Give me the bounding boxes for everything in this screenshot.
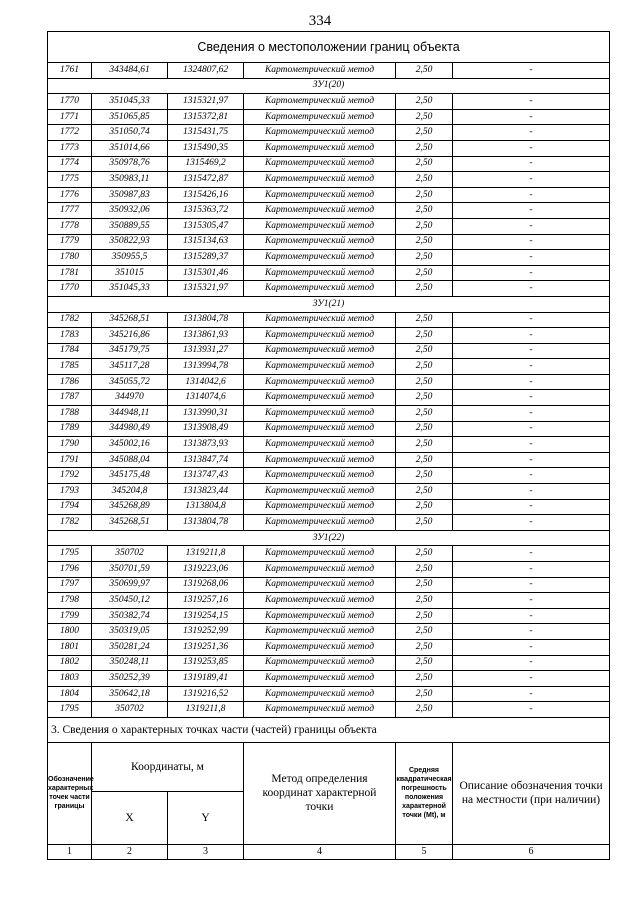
point-number-cell: 1784	[48, 343, 92, 359]
point-number-cell: 1788	[48, 406, 92, 422]
x-coordinate-cell: 345117,28	[92, 359, 168, 375]
table-row	[48, 593, 610, 609]
header-description: Описание обозначения точки на местности (при наличии)	[453, 742, 610, 844]
column-number: 3	[168, 844, 244, 859]
x-coordinate-cell: 344948,11	[92, 406, 168, 422]
point-number-cell: 1785	[48, 359, 92, 375]
x-coordinate-cell: 350987,83	[92, 187, 168, 203]
point-number-cell: 1796	[48, 562, 92, 578]
y-coordinate-cell: 1319211,8	[168, 546, 244, 562]
boundary-table	[47, 31, 610, 860]
y-coordinate-cell: 1313994,78	[168, 359, 244, 375]
method-cell: Картометрический метод	[244, 218, 396, 234]
table-row	[48, 499, 610, 515]
y-coordinate-cell: 1319268,06	[168, 577, 244, 593]
point-number-cell: 1800	[48, 624, 92, 640]
method-cell: Картометрический метод	[244, 437, 396, 453]
description-cell: -	[453, 109, 610, 125]
method-cell: Картометрический метод	[244, 421, 396, 437]
point-number-cell: 1771	[48, 109, 92, 125]
method-cell: Картометрический метод	[244, 250, 396, 266]
point-number-cell: 1798	[48, 593, 92, 609]
description-cell: -	[453, 655, 610, 671]
method-cell: Картометрический метод	[244, 562, 396, 578]
accuracy-cell: 2,50	[396, 421, 453, 437]
point-number-cell: 1777	[48, 203, 92, 219]
description-cell: -	[453, 281, 610, 297]
point-number-cell: 1790	[48, 437, 92, 453]
x-coordinate-cell: 350252,39	[92, 671, 168, 687]
method-cell: Картометрический метод	[244, 515, 396, 531]
description-cell: -	[453, 187, 610, 203]
point-number-cell: 1779	[48, 234, 92, 250]
table-row	[48, 234, 610, 250]
y-coordinate-cell: 1313823,44	[168, 484, 244, 500]
method-cell: Картометрический метод	[244, 468, 396, 484]
point-number-cell: 1803	[48, 671, 92, 687]
point-number-cell: 1780	[48, 250, 92, 266]
description-cell: -	[453, 406, 610, 422]
table-row	[48, 172, 610, 188]
method-cell: Картометрический метод	[244, 328, 396, 344]
point-number-cell: 1778	[48, 218, 92, 234]
method-cell: Картометрический метод	[244, 374, 396, 390]
method-cell: Картометрический метод	[244, 655, 396, 671]
table-row	[48, 250, 610, 266]
description-cell: -	[453, 218, 610, 234]
y-coordinate-cell: 1315426,16	[168, 187, 244, 203]
description-cell: -	[453, 671, 610, 687]
method-cell: Картометрический метод	[244, 406, 396, 422]
point-number-cell: 1761	[48, 63, 92, 79]
y-coordinate-cell: 1313804,78	[168, 312, 244, 328]
accuracy-cell: 2,50	[396, 328, 453, 344]
table-row	[48, 577, 610, 593]
description-cell: -	[453, 686, 610, 702]
description-cell: -	[453, 702, 610, 718]
table-row	[48, 484, 610, 500]
accuracy-cell: 2,50	[396, 608, 453, 624]
y-coordinate-cell: 1315372,81	[168, 109, 244, 125]
group-header-row	[48, 530, 610, 546]
point-number-cell: 1804	[48, 686, 92, 702]
group-label: ЗУ1(22)	[48, 530, 610, 546]
accuracy-cell: 2,50	[396, 125, 453, 141]
accuracy-cell: 2,50	[396, 499, 453, 515]
page-number: 334	[308, 13, 332, 29]
table-row	[48, 328, 610, 344]
accuracy-cell: 2,50	[396, 250, 453, 266]
method-cell: Картометрический метод	[244, 203, 396, 219]
y-coordinate-cell: 1315321,97	[168, 281, 244, 297]
method-cell: Картометрический метод	[244, 343, 396, 359]
accuracy-cell: 2,50	[396, 686, 453, 702]
table-row	[48, 265, 610, 281]
x-coordinate-cell: 350889,55	[92, 218, 168, 234]
method-cell: Картометрический метод	[244, 312, 396, 328]
table-row	[48, 671, 610, 687]
accuracy-cell: 2,50	[396, 390, 453, 406]
accuracy-cell: 2,50	[396, 562, 453, 578]
table-row	[48, 281, 610, 297]
description-cell: -	[453, 172, 610, 188]
method-cell: Картометрический метод	[244, 452, 396, 468]
table-row	[48, 468, 610, 484]
table-row	[48, 437, 610, 453]
description-cell: -	[453, 577, 610, 593]
accuracy-cell: 2,50	[396, 343, 453, 359]
accuracy-cell: 2,50	[396, 655, 453, 671]
y-coordinate-cell: 1319216,52	[168, 686, 244, 702]
y-coordinate-cell: 1314042,6	[168, 374, 244, 390]
point-number-cell: 1801	[48, 639, 92, 655]
point-number-cell: 1772	[48, 125, 92, 141]
header-method: Метод определения координат характерной точки	[244, 742, 396, 844]
description-cell: -	[453, 390, 610, 406]
table-row	[48, 608, 610, 624]
x-coordinate-cell: 345268,51	[92, 312, 168, 328]
point-number-cell: 1782	[48, 515, 92, 531]
point-number-cell: 1776	[48, 187, 92, 203]
y-coordinate-cell: 1315490,35	[168, 140, 244, 156]
point-number-cell: 1792	[48, 468, 92, 484]
method-cell: Картометрический метод	[244, 187, 396, 203]
accuracy-cell: 2,50	[396, 468, 453, 484]
column-number: 1	[48, 844, 92, 859]
y-coordinate-cell: 1313804,8	[168, 499, 244, 515]
x-coordinate-cell: 351014,66	[92, 140, 168, 156]
accuracy-cell: 2,50	[396, 203, 453, 219]
accuracy-cell: 2,50	[396, 172, 453, 188]
description-cell: -	[453, 624, 610, 640]
method-cell: Картометрический метод	[244, 484, 396, 500]
description-cell: -	[453, 94, 610, 110]
description-cell: -	[453, 374, 610, 390]
method-cell: Картометрический метод	[244, 94, 396, 110]
table-row	[48, 655, 610, 671]
description-cell: -	[453, 343, 610, 359]
point-number-cell: 1781	[48, 265, 92, 281]
y-coordinate-cell: 1313747,43	[168, 468, 244, 484]
table-row	[48, 140, 610, 156]
y-coordinate-cell: 1319251,36	[168, 639, 244, 655]
table-row	[48, 94, 610, 110]
header-point-designation: Обозначение характерных точек части границы	[48, 742, 92, 844]
method-cell: Картометрический метод	[244, 156, 396, 172]
point-number-cell: 1797	[48, 577, 92, 593]
y-coordinate-cell: 1319257,16	[168, 593, 244, 609]
accuracy-cell: 2,50	[396, 312, 453, 328]
x-coordinate-cell: 345268,51	[92, 515, 168, 531]
x-coordinate-cell: 345175,48	[92, 468, 168, 484]
method-cell: Картометрический метод	[244, 359, 396, 375]
y-coordinate-cell: 1315305,47	[168, 218, 244, 234]
table-row	[48, 562, 610, 578]
accuracy-cell: 2,50	[396, 484, 453, 500]
point-number-cell: 1791	[48, 452, 92, 468]
table-row	[48, 702, 610, 718]
method-cell: Картометрический метод	[244, 608, 396, 624]
description-cell: -	[453, 312, 610, 328]
x-coordinate-cell: 345179,75	[92, 343, 168, 359]
accuracy-cell: 2,50	[396, 702, 453, 718]
method-cell: Картометрический метод	[244, 702, 396, 718]
x-coordinate-cell: 350281,24	[92, 639, 168, 655]
table-row	[48, 390, 610, 406]
x-coordinate-cell: 350248,11	[92, 655, 168, 671]
table-title: Сведения о местоположении границ объекта	[48, 32, 610, 63]
point-number-cell: 1787	[48, 390, 92, 406]
table-row	[48, 406, 610, 422]
method-cell: Картометрический метод	[244, 624, 396, 640]
method-cell: Картометрический метод	[244, 639, 396, 655]
method-cell: Картометрический метод	[244, 281, 396, 297]
x-coordinate-cell: 350319,05	[92, 624, 168, 640]
y-coordinate-cell: 1313804,78	[168, 515, 244, 531]
method-cell: Картометрический метод	[244, 546, 396, 562]
accuracy-cell: 2,50	[396, 639, 453, 655]
method-cell: Картометрический метод	[244, 390, 396, 406]
accuracy-cell: 2,50	[396, 452, 453, 468]
method-cell: Картометрический метод	[244, 63, 396, 79]
method-cell: Картометрический метод	[244, 140, 396, 156]
x-coordinate-cell: 350822,93	[92, 234, 168, 250]
section-3-title: 3. Сведения о характерных точках части (частей) границы объекта	[48, 717, 610, 742]
method-cell: Картометрический метод	[244, 265, 396, 281]
header-coordinates: Координаты, м	[92, 742, 244, 791]
description-cell: -	[453, 328, 610, 344]
description-cell: -	[453, 203, 610, 219]
method-cell: Картометрический метод	[244, 234, 396, 250]
y-coordinate-cell: 1313931,27	[168, 343, 244, 359]
table-row	[48, 312, 610, 328]
description-cell: -	[453, 608, 610, 624]
x-coordinate-cell: 350978,76	[92, 156, 168, 172]
description-cell: -	[453, 359, 610, 375]
accuracy-cell: 2,50	[396, 624, 453, 640]
table-row	[48, 546, 610, 562]
y-coordinate-cell: 1324807,62	[168, 63, 244, 79]
table-row	[48, 343, 610, 359]
description-cell: -	[453, 421, 610, 437]
table-row	[48, 359, 610, 375]
header-x: X	[92, 791, 168, 844]
x-coordinate-cell: 345088,04	[92, 452, 168, 468]
accuracy-cell: 2,50	[396, 265, 453, 281]
group-label: ЗУ1(21)	[48, 296, 610, 312]
accuracy-cell: 2,50	[396, 63, 453, 79]
x-coordinate-cell: 350701,59	[92, 562, 168, 578]
x-coordinate-cell: 345216,86	[92, 328, 168, 344]
x-coordinate-cell: 343484,61	[92, 63, 168, 79]
table-row	[48, 203, 610, 219]
accuracy-cell: 2,50	[396, 218, 453, 234]
accuracy-cell: 2,50	[396, 515, 453, 531]
y-coordinate-cell: 1315134,63	[168, 234, 244, 250]
description-cell: -	[453, 140, 610, 156]
y-coordinate-cell: 1315301,46	[168, 265, 244, 281]
description-cell: -	[453, 499, 610, 515]
y-coordinate-cell: 1313861,93	[168, 328, 244, 344]
header-row	[48, 742, 610, 791]
accuracy-cell: 2,50	[396, 374, 453, 390]
x-coordinate-cell: 350702	[92, 546, 168, 562]
table-row	[48, 624, 610, 640]
accuracy-cell: 2,50	[396, 359, 453, 375]
x-coordinate-cell: 351065,85	[92, 109, 168, 125]
description-cell: -	[453, 452, 610, 468]
point-number-cell: 1794	[48, 499, 92, 515]
accuracy-cell: 2,50	[396, 546, 453, 562]
x-coordinate-cell: 351045,33	[92, 94, 168, 110]
accuracy-cell: 2,50	[396, 140, 453, 156]
x-coordinate-cell: 345268,89	[92, 499, 168, 515]
description-cell: -	[453, 265, 610, 281]
x-coordinate-cell: 350955,5	[92, 250, 168, 266]
group-label: ЗУ1(20)	[48, 78, 610, 94]
point-number-cell: 1773	[48, 140, 92, 156]
table-row	[48, 156, 610, 172]
table-row	[48, 109, 610, 125]
x-coordinate-cell: 345002,16	[92, 437, 168, 453]
y-coordinate-cell: 1313873,93	[168, 437, 244, 453]
description-cell: -	[453, 156, 610, 172]
accuracy-cell: 2,50	[396, 156, 453, 172]
x-coordinate-cell: 351015	[92, 265, 168, 281]
y-coordinate-cell: 1319254,15	[168, 608, 244, 624]
y-coordinate-cell: 1315472,87	[168, 172, 244, 188]
y-coordinate-cell: 1315363,72	[168, 203, 244, 219]
table-row	[48, 452, 610, 468]
accuracy-cell: 2,50	[396, 406, 453, 422]
column-number: 2	[92, 844, 168, 859]
x-coordinate-cell: 351045,33	[92, 281, 168, 297]
point-number-cell: 1802	[48, 655, 92, 671]
table-row	[48, 187, 610, 203]
method-cell: Картометрический метод	[244, 109, 396, 125]
y-coordinate-cell: 1314074,6	[168, 390, 244, 406]
y-coordinate-cell: 1319223,06	[168, 562, 244, 578]
description-cell: -	[453, 437, 610, 453]
table-row	[48, 639, 610, 655]
point-number-cell: 1782	[48, 312, 92, 328]
description-cell: -	[453, 125, 610, 141]
table-row	[48, 63, 610, 79]
y-coordinate-cell: 1313847,74	[168, 452, 244, 468]
x-coordinate-cell: 351050,74	[92, 125, 168, 141]
x-coordinate-cell: 350699,97	[92, 577, 168, 593]
y-coordinate-cell: 1319253,85	[168, 655, 244, 671]
table-row	[48, 125, 610, 141]
accuracy-cell: 2,50	[396, 234, 453, 250]
point-number-cell: 1799	[48, 608, 92, 624]
description-cell: -	[453, 234, 610, 250]
description-cell: -	[453, 484, 610, 500]
method-cell: Картометрический метод	[244, 686, 396, 702]
x-coordinate-cell: 350932,06	[92, 203, 168, 219]
accuracy-cell: 2,50	[396, 437, 453, 453]
y-coordinate-cell: 1315289,37	[168, 250, 244, 266]
point-number-cell: 1786	[48, 374, 92, 390]
group-header-row	[48, 78, 610, 94]
accuracy-cell: 2,50	[396, 187, 453, 203]
header-accuracy: Средняя квадратическая погрешность положения характерной точки (Mt), м	[396, 742, 453, 844]
table-row	[48, 421, 610, 437]
accuracy-cell: 2,50	[396, 577, 453, 593]
description-cell: -	[453, 546, 610, 562]
point-number-cell: 1789	[48, 421, 92, 437]
x-coordinate-cell: 350983,11	[92, 172, 168, 188]
y-coordinate-cell: 1313908,49	[168, 421, 244, 437]
point-number-cell: 1795	[48, 546, 92, 562]
accuracy-cell: 2,50	[396, 593, 453, 609]
x-coordinate-cell: 344970	[92, 390, 168, 406]
column-number: 4	[244, 844, 396, 859]
column-number-row	[48, 844, 610, 859]
x-coordinate-cell: 350382,74	[92, 608, 168, 624]
description-cell: -	[453, 639, 610, 655]
description-cell: -	[453, 250, 610, 266]
section-3-row	[48, 717, 610, 742]
y-coordinate-cell: 1313990,31	[168, 406, 244, 422]
x-coordinate-cell: 345204,8	[92, 484, 168, 500]
table-row	[48, 686, 610, 702]
accuracy-cell: 2,50	[396, 671, 453, 687]
column-number: 5	[396, 844, 453, 859]
x-coordinate-cell: 344980,49	[92, 421, 168, 437]
accuracy-cell: 2,50	[396, 94, 453, 110]
point-number-cell: 1793	[48, 484, 92, 500]
method-cell: Картометрический метод	[244, 671, 396, 687]
method-cell: Картометрический метод	[244, 172, 396, 188]
x-coordinate-cell: 350642,18	[92, 686, 168, 702]
x-coordinate-cell: 345055,72	[92, 374, 168, 390]
point-number-cell: 1795	[48, 702, 92, 718]
y-coordinate-cell: 1319211,8	[168, 702, 244, 718]
point-number-cell: 1783	[48, 328, 92, 344]
description-cell: -	[453, 593, 610, 609]
y-coordinate-cell: 1319189,41	[168, 671, 244, 687]
column-number: 6	[453, 844, 610, 859]
point-number-cell: 1774	[48, 156, 92, 172]
y-coordinate-cell: 1315431,75	[168, 125, 244, 141]
table-row	[48, 515, 610, 531]
method-cell: Картометрический метод	[244, 577, 396, 593]
table-row	[48, 374, 610, 390]
description-cell: -	[453, 515, 610, 531]
description-cell: -	[453, 468, 610, 484]
y-coordinate-cell: 1319252,99	[168, 624, 244, 640]
y-coordinate-cell: 1315469,2	[168, 156, 244, 172]
group-header-row	[48, 296, 610, 312]
method-cell: Картометрический метод	[244, 593, 396, 609]
accuracy-cell: 2,50	[396, 281, 453, 297]
y-coordinate-cell: 1315321,97	[168, 94, 244, 110]
point-number-cell: 1770	[48, 94, 92, 110]
x-coordinate-cell: 350702	[92, 702, 168, 718]
method-cell: Картометрический метод	[244, 125, 396, 141]
accuracy-cell: 2,50	[396, 109, 453, 125]
table-row	[48, 218, 610, 234]
method-cell: Картометрический метод	[244, 499, 396, 515]
description-cell: -	[453, 63, 610, 79]
point-number-cell: 1770	[48, 281, 92, 297]
x-coordinate-cell: 350450,12	[92, 593, 168, 609]
point-number-cell: 1775	[48, 172, 92, 188]
header-y: Y	[168, 791, 244, 844]
description-cell: -	[453, 562, 610, 578]
